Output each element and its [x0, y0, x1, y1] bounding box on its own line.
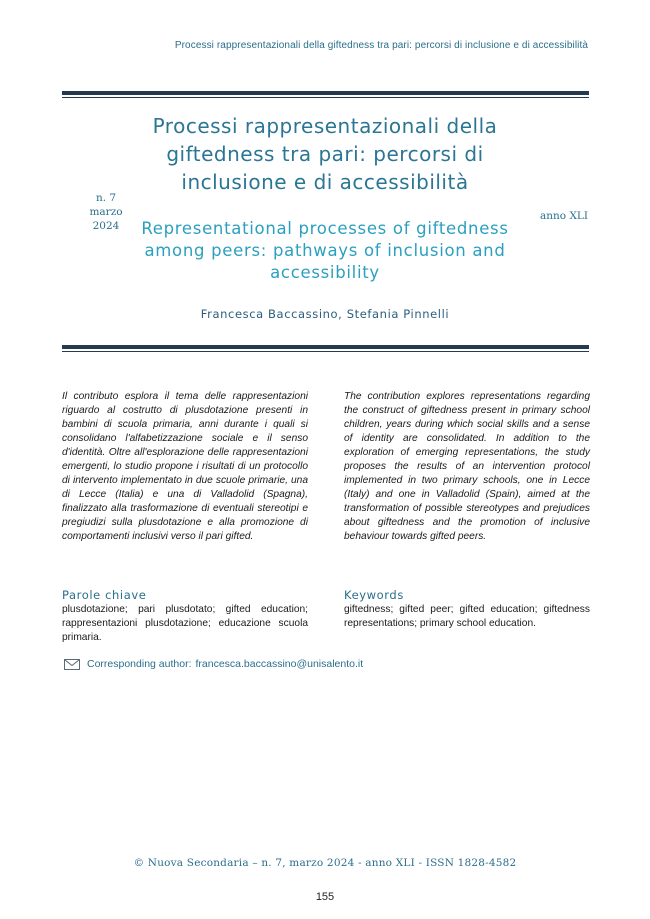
corresponding-author-email[interactable]: francesca.baccassino@unisalento.it — [195, 658, 364, 670]
article-title-english: Representational processes of giftedness among peers: pathways of inclusion and accessibility — [141, 219, 509, 282]
keywords-english: giftedness; gifted peer; gifted education; giftedness representations; primary school education. — [344, 604, 590, 629]
authors: Francesca Baccassino, Stefania Pinnelli — [200, 307, 450, 321]
envelope-icon — [64, 659, 80, 670]
issue-month: marzo — [89, 206, 123, 218]
abstract-english: The contribution explores representations regarding the construct of giftedness present in primary school children, years during which social skills and a sense of identity are consolidated. In addition to the exploration of emerging representations, the study proposes the results of an intervention protocol implemented in two primary schools, one in Lecce (Italy) and one in Valladolid (Spain), aimed at the transformation of possible stereotypes and prejudices about giftedness and the promotion of inclusive behaviour towards gifted peers. — [344, 391, 590, 542]
bottom-rule-thin — [62, 351, 589, 352]
corresponding-author — [64, 658, 363, 670]
volume-label: anno XLI — [540, 210, 589, 222]
footer-citation: © Nuova Secondaria – n. 7, marzo 2024 - anno XLI - ISSN 1828-4582 — [133, 857, 517, 869]
article-title-italian: Processi rappresentazionali della giftedness tra pari: percorsi di inclusione e di accessibilità — [152, 114, 498, 194]
abstract-italian: Il contributo esplora il tema delle rappresentazioni riguardo al costrutto di plusdotazione presenti in bambini di scuola primaria, anni durante i quali si consolidano l'alfabetizzazione sociale e il senso d'identità. Oltre all'esplorazione delle rappresentazioni emergenti, lo studio propone i risultati di un protocollo di intervento implementato in due scuole primarie, una di Lecce (Italia) e una di Valladolid (Spagna), finalizzato alla trasformazione di eventuali stereotipi e pregiudizi sulla plusdotazione e alla promozione di comportamenti inclusivi verso il pari gifted. — [62, 391, 308, 542]
keywords-italian: plusdotazione; pari plusdotato; gifted education; rappresentazioni plusdotazione; educazione scuola primaria. — [62, 604, 308, 643]
page-number: 155 — [315, 891, 335, 903]
bottom-rule-thick — [62, 345, 589, 349]
keywords-heading-english: Keywords — [344, 588, 404, 602]
issue-number: n. 7 — [95, 192, 117, 204]
top-rule-thin — [62, 97, 589, 98]
running-head: Processi rappresentazionali della giftedness tra pari: percorsi di inclusione e di accessibilità — [174, 40, 588, 51]
top-rule-thick — [62, 91, 589, 95]
keywords-heading-italian: Parole chiave — [62, 588, 147, 602]
corresponding-author-label: Corresponding author: — [87, 658, 192, 670]
issue-year: 2024 — [92, 220, 120, 232]
